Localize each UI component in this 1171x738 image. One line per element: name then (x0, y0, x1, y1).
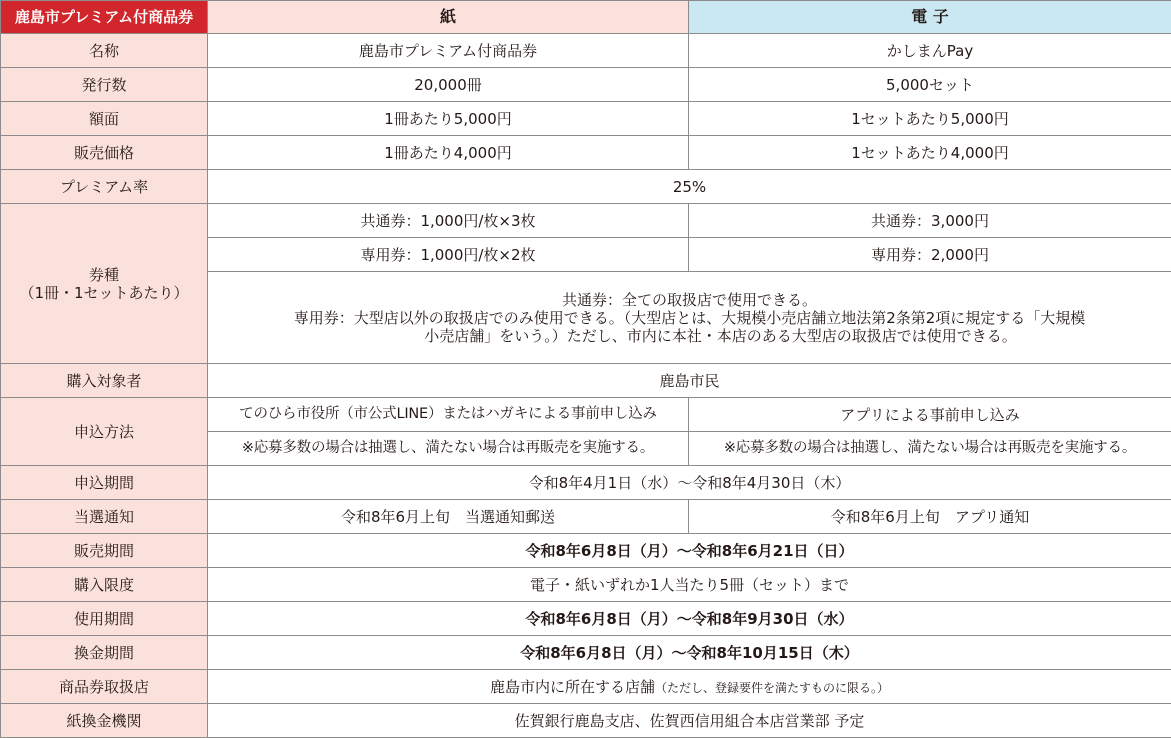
name-electronic: かしまんPay (689, 34, 1171, 68)
dedicated-ticket-electronic: 専用券：2,000円 (689, 238, 1171, 272)
stores-value (208, 670, 1171, 704)
header-row (1, 1, 1171, 34)
note-common: 共通券：全ての取扱店で使用できる。 (212, 291, 1167, 309)
row-label-exchange-period: 換金期間 (1, 636, 208, 670)
row-label-ticket-type (1, 204, 208, 364)
face-value-electronic: 1セットあたり5,000円 (689, 102, 1171, 136)
row-label-use-period: 使用期間 (1, 602, 208, 636)
premium-rate-value: 25% (208, 170, 1171, 204)
exchange-period-value: 令和8年6月8日（月）～令和8年10月15日（木） (208, 636, 1171, 670)
issue-count-paper: 20,000冊 (208, 68, 689, 102)
table-row (1, 534, 1171, 568)
common-ticket-electronic: 共通券：3,000円 (689, 204, 1171, 238)
note-dedicated-continued: 小売店舗」をいう。）ただし、市内に本社・本店のある大型店の取扱店では使用できる。 (212, 327, 1167, 345)
apply-method-paper-note: ※応募多数の場合は抽選し、満たない場合は再販売を実施する。 (208, 432, 689, 466)
purchase-limit-value: 電子・紙いずれか1人当たり5冊（セット）まで (208, 568, 1171, 602)
issue-count-electronic: 5,000セット (689, 68, 1171, 102)
stores-text: 鹿島市内に所在する店舗 (490, 678, 655, 696)
row-label-sale-price: 販売価格 (1, 136, 208, 170)
table-row (1, 68, 1171, 102)
notification-electronic: 令和8年6月上旬 アプリ通知 (689, 500, 1171, 534)
apply-method-electronic-note: ※応募多数の場合は抽選し、満たない場合は再販売を実施する。 (689, 432, 1171, 466)
apply-period-value: 令和8年4月1日（水）～令和8年4月30日（木） (208, 466, 1171, 500)
row-label-exchange-institution: 紙換金機関 (1, 704, 208, 738)
row-label-face-value: 額面 (1, 102, 208, 136)
row-label-stores: 商品券取扱店 (1, 670, 208, 704)
table-row (1, 398, 1171, 432)
table-row (1, 704, 1171, 738)
row-label-apply-method: 申込方法 (1, 398, 208, 466)
table-row (1, 636, 1171, 670)
exchange-institution-value: 佐賀銀行鹿島支店、佐賀西信用組合本店営業部 予定 (208, 704, 1171, 738)
notification-paper: 令和8年6月上旬 当選通知郵送 (208, 500, 689, 534)
row-label-name: 名称 (1, 34, 208, 68)
sale-price-paper: 1冊あたり4,000円 (208, 136, 689, 170)
table-row (1, 500, 1171, 534)
table-title: 鹿島市プレミアム付商品券 (1, 1, 208, 34)
table-row (1, 34, 1171, 68)
table-row (1, 102, 1171, 136)
paper-column-header: 紙 (208, 1, 689, 34)
table-row (1, 466, 1171, 500)
apply-method-paper: てのひら市役所（市公式LINE）またはハガキによる事前申し込み (208, 398, 689, 432)
apply-method-electronic: アプリによる事前申し込み (689, 398, 1171, 432)
sale-price-electronic: 1セットあたり4,000円 (689, 136, 1171, 170)
table-row (1, 136, 1171, 170)
electronic-column-header: 電 子 (689, 1, 1171, 34)
row-label-apply-period: 申込期間 (1, 466, 208, 500)
table-row (1, 364, 1171, 398)
row-label-sale-period: 販売期間 (1, 534, 208, 568)
face-value-paper: 1冊あたり5,000円 (208, 102, 689, 136)
table-row (1, 670, 1171, 704)
eligible-value: 鹿島市民 (208, 364, 1171, 398)
dedicated-ticket-paper: 専用券：1,000円/枚×2枚 (208, 238, 689, 272)
table-row (1, 602, 1171, 636)
table-row (1, 568, 1171, 602)
row-label-issue-count: 発行数 (1, 68, 208, 102)
stores-note: （ただし、登録要件を満たすものに限る。） (655, 681, 889, 695)
row-label-purchase-limit: 購入限度 (1, 568, 208, 602)
note-dedicated: 専用券：大型店以外の取扱店でのみ使用できる。（大型店とは、大規模小売店舗立地法第2条第2項に規定する「大規模 (212, 309, 1167, 327)
table-row (1, 204, 1171, 238)
use-period-value: 令和8年6月8日（月）～令和8年9月30日（水） (208, 602, 1171, 636)
ticket-type-notes (208, 272, 1171, 364)
common-ticket-paper: 共通券：1,000円/枚×3枚 (208, 204, 689, 238)
row-label-eligible: 購入対象者 (1, 364, 208, 398)
row-label-notification: 当選通知 (1, 500, 208, 534)
row-label-premium-rate: プレミアム率 (1, 170, 208, 204)
table-row (1, 170, 1171, 204)
name-paper: 鹿島市プレミアム付商品券 (208, 34, 689, 68)
sale-period-value: 令和8年6月8日（月）～令和8年6月21日（日） (208, 534, 1171, 568)
ticket-type-label: 券種 (89, 266, 119, 284)
ticket-type-sublabel: （1冊・1セットあたり） (19, 284, 188, 302)
